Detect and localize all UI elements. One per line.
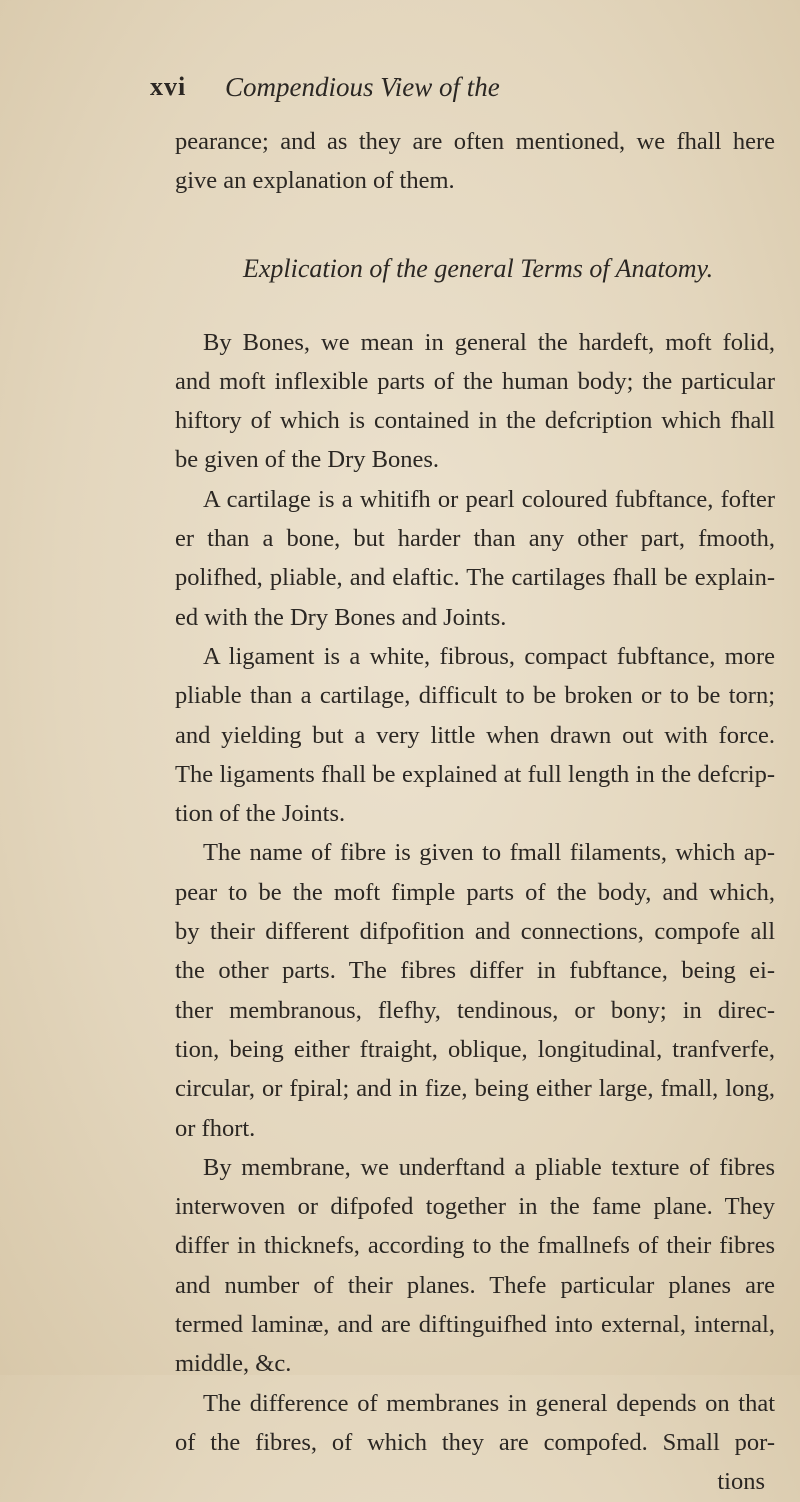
text-line: pliable than a cartilage, difficult to be broken or to be torn; — [175, 682, 775, 710]
text-line: termed laminæ, and are diftinguifhed into external, internal, — [175, 1311, 775, 1339]
paragraph-fibre-start: The name of fibre is given to fmall filaments, which ap- — [203, 839, 775, 867]
running-head — [150, 72, 770, 112]
text-line: differ in thicknefs, according to the fmallnefs of their fibres — [175, 1232, 775, 1260]
paragraph-membrane-start: By membrane, we underftand a pliable texture of fibres — [203, 1153, 775, 1181]
paragraph-bones-start: By Bones, we mean in general the hardeft, moft folid, — [203, 328, 775, 356]
paragraph-ligament-start: A ligament is a white, fibrous, compact fubftance, more — [203, 642, 775, 670]
paragraph-cartilage-start: A cartilage is a whitifh or pearl coloured fubftance, fofter — [203, 485, 775, 513]
text-line: pearance; and as they are often mentioned, we fhall here — [175, 128, 775, 155]
text-line: The ligaments fhall be explained at full length in the defcrip- — [175, 760, 775, 788]
text-line: circular, or fpiral; and in fize, being either large, fmall, long, — [175, 1075, 775, 1103]
text-line: and moft inflexible parts of the human body; the particular — [175, 367, 775, 395]
section-heading: Explication of the general Terms of Anatomy. — [243, 253, 714, 283]
text-line: interwoven or difpofed together in the fame plane. They — [175, 1193, 775, 1221]
text-line: ed with the Dry Bones and Joints. — [175, 603, 507, 631]
running-title: Compendious View of the — [225, 72, 500, 102]
text-line: er than a bone, but harder than any other part, fmooth, — [175, 525, 775, 553]
catchword: tions — [717, 1468, 765, 1496]
text-line: pear to be the moft fimple parts of the body, and which, — [175, 878, 775, 906]
text-line: be given of the Dry Bones. — [175, 446, 439, 474]
text-line: the other parts. The fibres differ in fubftance, being ei- — [175, 957, 775, 985]
page-number: xvi — [150, 72, 187, 101]
text-line: give an explanation of them. — [175, 167, 455, 195]
body-text — [175, 122, 775, 1501]
text-line: and number of their planes. Thefe particular planes are — [175, 1271, 775, 1299]
text-line: hiftory of which is contained in the defcription which fhall — [175, 407, 775, 435]
text-line: ther membranous, flefhy, tendinous, or bony; in direc- — [175, 996, 775, 1024]
text-line: and yielding but a very little when drawn out with force. — [175, 721, 775, 749]
text-line: middle, &c. — [175, 1350, 292, 1378]
paragraph-difference-start: The difference of membranes in general depends on that — [203, 1389, 775, 1417]
text-line: polifhed, pliable, and elaftic. The cartilages fhall be explain- — [175, 564, 775, 592]
text-line: tion, being either ftraight, oblique, longitudinal, tranfverfe, — [175, 1035, 775, 1063]
text-line: of the fibres, of which they are compofed. Small por- — [175, 1428, 775, 1456]
text-line: by their different difpofition and connections, compofe all — [175, 918, 775, 946]
text-line: tion of the Joints. — [175, 800, 346, 828]
text-line: or fhort. — [175, 1114, 256, 1142]
